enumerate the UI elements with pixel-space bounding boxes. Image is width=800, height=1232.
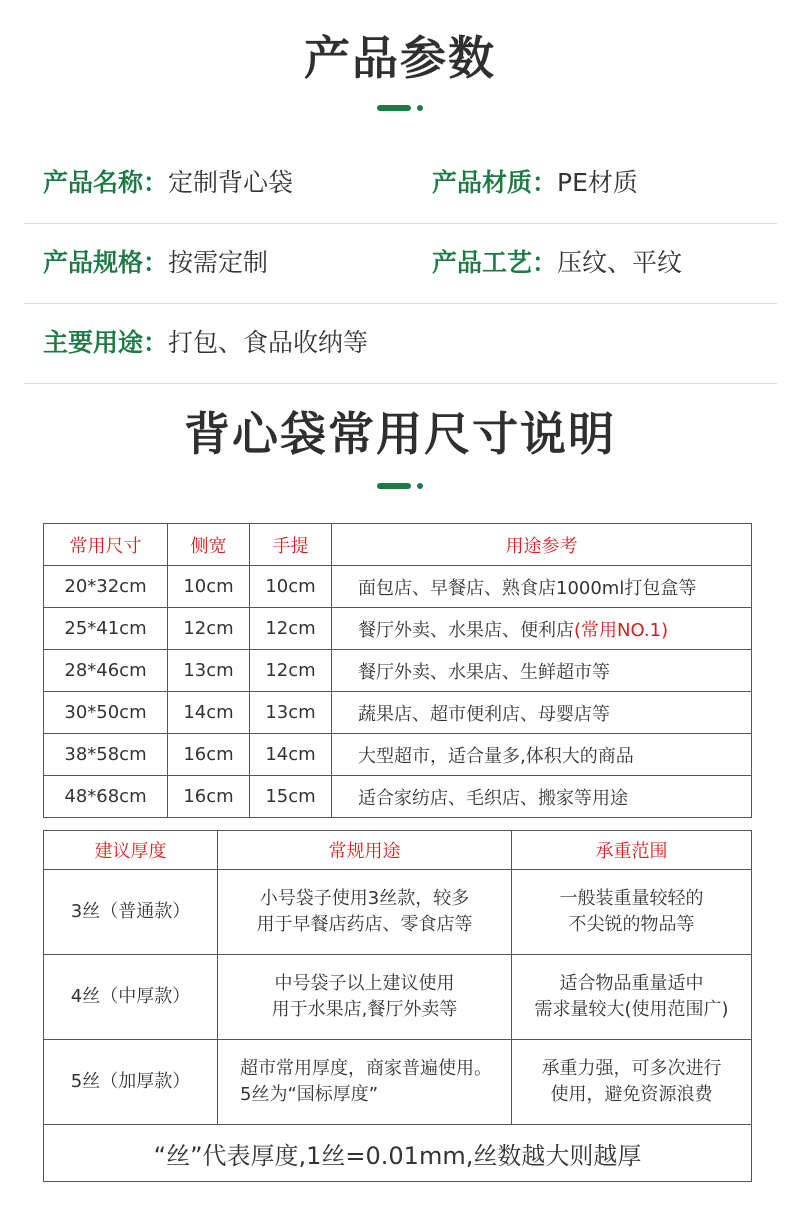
load-cell [512, 870, 752, 955]
usage-line: 用于水果店,餐厅外卖等 [271, 999, 458, 1020]
spec-item-process [432, 223, 682, 303]
table-row [44, 870, 752, 955]
usage-cell [218, 955, 512, 1040]
usage-line: 用于早餐店药店、零食店等 [256, 914, 473, 935]
usage-cell [218, 1040, 512, 1125]
spec-key: 产品材质： [432, 168, 558, 197]
handle-cell: 15cm [250, 776, 332, 818]
thickness-cell: 3丝（普通款） [44, 870, 218, 955]
handle-cell: 12cm [250, 650, 332, 692]
spec-item-material [432, 143, 638, 223]
use-cell [332, 566, 752, 608]
usage-line: 中号袋子以上建议使用 [274, 973, 455, 994]
side-width-cell: 14cm [168, 692, 250, 734]
use-text: 适合家纺店、毛织店、搬家等用途 [358, 787, 628, 809]
table-row [44, 650, 752, 692]
size-cell: 30*50cm [44, 692, 168, 734]
handle-cell: 10cm [250, 566, 332, 608]
spec-row-1 [24, 143, 777, 224]
load-line: 不尖锐的物品等 [568, 914, 695, 935]
thickness-note: “丝”代表厚度,1丝=0.01mm,丝数越大则越厚 [44, 1125, 752, 1182]
load-line: 适合物品重量适中 [559, 973, 704, 994]
load-line: 一般装重量较轻的 [559, 888, 704, 909]
table-row [44, 955, 752, 1040]
header-cell: 侧宽 [168, 524, 250, 566]
side-width-cell: 10cm [168, 566, 250, 608]
usage-line: 超市常用厚度，商家普遍使用。 [240, 1058, 492, 1079]
load-cell [512, 1040, 752, 1125]
spec-value: 按需定制 [168, 248, 269, 277]
use-highlight: (常用NO.1) [574, 619, 669, 641]
thickness-table [43, 830, 752, 1182]
use-cell [332, 734, 752, 776]
spec-item-usage [43, 303, 368, 383]
header-cell: 承重范围 [512, 831, 752, 870]
thickness-cell: 5丝（加厚款） [44, 1040, 218, 1125]
usage-line: 5丝为“国标厚度” [240, 1084, 379, 1105]
section-title-size-guide: 背心袋常用尺寸说明 [184, 407, 616, 461]
handle-cell: 12cm [250, 608, 332, 650]
use-text: 蔬果店、超市便利店、母婴店等 [358, 703, 610, 725]
size-cell: 38*58cm [44, 734, 168, 776]
spec-value: PE材质 [557, 168, 638, 197]
side-width-cell: 12cm [168, 608, 250, 650]
table-row [44, 734, 752, 776]
table-row [44, 608, 752, 650]
title-underline-decoration [0, 104, 800, 112]
side-width-cell: 13cm [168, 650, 250, 692]
spec-row-2 [24, 223, 777, 304]
header-cell: 手提 [250, 524, 332, 566]
use-cell [332, 608, 752, 650]
thickness-cell: 4丝（中厚款） [44, 955, 218, 1040]
use-text: 大型超市，适合量多,体积大的商品 [358, 745, 634, 767]
use-cell [332, 692, 752, 734]
thickness-table-header [44, 831, 752, 870]
use-cell [332, 776, 752, 818]
spec-key: 产品名称： [43, 168, 169, 197]
size-cell: 20*32cm [44, 566, 168, 608]
load-line: 承重力强，可多次进行 [541, 1058, 722, 1079]
section-title-product-params: 产品参数 [304, 31, 496, 85]
use-text: 餐厅外卖、水果店、生鲜超市等 [358, 661, 610, 683]
size-table-header [44, 524, 752, 566]
use-text: 面包店、早餐店、熟食店1000ml打包盒等 [358, 577, 697, 599]
table-row [44, 776, 752, 818]
side-width-cell: 16cm [168, 734, 250, 776]
use-text: 餐厅外卖、水果店、便利店 [358, 619, 574, 641]
spec-key: 产品工艺： [432, 248, 558, 277]
header-cell: 常规用途 [218, 831, 512, 870]
header-cell: 常用尺寸 [44, 524, 168, 566]
spec-value: 打包、食品收纳等 [168, 328, 369, 357]
side-width-cell: 16cm [168, 776, 250, 818]
header-cell: 用途参考 [332, 524, 752, 566]
load-cell [512, 955, 752, 1040]
spec-key: 产品规格： [43, 248, 169, 277]
size-cell: 48*68cm [44, 776, 168, 818]
load-line: 使用，避免资源浪费 [550, 1084, 713, 1105]
use-cell [332, 650, 752, 692]
handle-cell: 13cm [250, 692, 332, 734]
table-row [44, 692, 752, 734]
spec-item-specification [43, 223, 268, 303]
size-table [43, 523, 752, 818]
size-cell: 25*41cm [44, 608, 168, 650]
spec-value: 压纹、平纹 [557, 248, 683, 277]
usage-line: 小号袋子使用3丝款，较多 [259, 888, 470, 909]
size-cell: 28*46cm [44, 650, 168, 692]
load-line: 需求量较大(使用范围广) [534, 999, 729, 1020]
handle-cell: 14cm [250, 734, 332, 776]
table-row [44, 1040, 752, 1125]
spec-item-name [43, 143, 293, 223]
spec-row-3 [24, 303, 777, 384]
table-row [44, 566, 752, 608]
usage-cell [218, 870, 512, 955]
header-cell: 建议厚度 [44, 831, 218, 870]
thickness-note-row [44, 1125, 752, 1182]
spec-key: 主要用途： [43, 328, 169, 357]
spec-value: 定制背心袋 [168, 168, 294, 197]
title-underline-decoration [0, 482, 800, 490]
